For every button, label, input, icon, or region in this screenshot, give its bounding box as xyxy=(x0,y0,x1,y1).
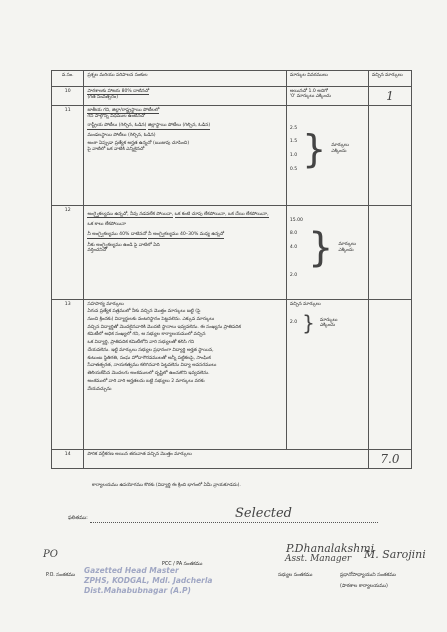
criteria-line: వర్తించనిచో xyxy=(87,248,107,254)
brace-icon: } xyxy=(307,224,334,271)
marks-group xyxy=(290,126,365,173)
marks-group xyxy=(289,311,365,336)
criteria-line: పై వాటిలో ఒక వాటికి ఎన్నికైనచో xyxy=(87,147,145,153)
row-criteria xyxy=(84,450,368,469)
criteria-line: అంశములో వారి వారి అర్హతలను బట్టి సభ్యులు 2 మార్కులు వరకు xyxy=(87,378,205,384)
member-signature-label: సభ్యుల సంతకము xyxy=(278,573,313,578)
criteria-line: కుటుంబ స్థితిగతి, సంఘ హోదాగౌరవములతో అన్నీ పట్టికలపై, సాంఘిక xyxy=(87,355,211,361)
mark-value: 2.0 xyxy=(289,272,298,278)
header-marks-details: మార్కుల వివరములు xyxy=(286,71,368,87)
signature-asst: Asst. Manager xyxy=(285,554,352,564)
marks-values xyxy=(290,320,297,326)
headmaster-office-label: (పాఠశాల కార్యాలయము) xyxy=(340,584,388,589)
table-header-row xyxy=(52,71,412,87)
marks-head: వచ్చిన మార్కులు xyxy=(289,301,321,307)
criteria-line: అంగ్వైకల్యము ఉన్నచో, నీవు నడవలేక పోయినా, xyxy=(87,211,174,217)
result-label: ఫలితము: xyxy=(68,515,88,521)
mark-value: 1.0 xyxy=(289,152,298,158)
row-sno: 10 xyxy=(52,87,84,106)
criteria-line: అంశా ఏప్పుడా ప్రత్యేక అర్హత ఉన్నచో (ఋజువు చూపించి) xyxy=(87,141,190,147)
marks-instruction xyxy=(338,242,356,253)
office-stamp xyxy=(84,566,213,596)
brace-icon: } xyxy=(302,126,327,171)
marks-instruction xyxy=(320,318,338,329)
criteria-line: మండలస్థాయి పోటీలు (గెల్చిన, ఓడిన) xyxy=(87,132,156,138)
mark-value: 8.0 xyxy=(289,231,298,237)
given-value: 1 xyxy=(386,88,394,103)
criteria-line: పొరిక వర్గీకరణ అయిన తరువాత వచ్చిన మొత్తం మార్కులు xyxy=(87,451,192,457)
criteria-line: నీకు అంగ్వైకల్యము ఉండి పై వాటిలో ఏది xyxy=(87,242,160,248)
marks-label: ఎక్కించు xyxy=(338,247,354,253)
criteria-line: నుంచి క్రిందకు) విద్యార్థులకు వంటరిస్థానం పెట్టవలెను. ఎక్కువ మార్కులు xyxy=(87,316,215,322)
mark-value: 4.0 xyxy=(289,244,298,250)
principal-signature-label: P.O. సంతకము xyxy=(46,573,76,578)
header-sno: వ.సం. xyxy=(52,71,84,87)
marks-values xyxy=(290,126,297,173)
row-criteria xyxy=(84,206,286,300)
marks-group xyxy=(290,218,365,279)
criteria-line: వచ్చిన విద్యార్థితో మొదలైనవారికి మొదటి స్థానాలు ఇవ్వవలెను. ఈ సంఖ్యను ప్రాతిపదిక xyxy=(87,324,241,330)
row-sno: 13 xyxy=(52,300,84,450)
criteria-line: (గత సంవత్సరం) xyxy=(87,95,118,101)
criteria-line: జిల్లాస్థాయి పోటీలు (గెల్చిన, ఓడిన) xyxy=(147,122,211,128)
criteria-line: సేవాతత్పరత, నాయకత్వము కలిగినవారి పెట్టవలెను విద్యా అవసరములు xyxy=(87,363,217,369)
stamp-line: Dist.Mahabubnagar (A.P) xyxy=(84,586,191,596)
header-criteria: ప్రశ్నల మరియు పరిపాలన సంకుల xyxy=(84,71,286,87)
office-use-note: కార్యాలయము ఉపయోగము కొరకు (విద్యార్థి ఈ క్రింది భాగంలో ఏమీ వ్రాయకూడదు). xyxy=(92,483,241,488)
header-given-marks: వచ్చిన మార్కులు xyxy=(368,71,411,87)
row-marks xyxy=(286,106,368,206)
criteria-line: నీ అంగ్వైకల్యము 40% దాటినచో xyxy=(87,231,147,237)
row-sno: 11 xyxy=(52,106,84,206)
row-criteria xyxy=(84,106,286,206)
mark-value: 0.5 xyxy=(289,166,298,172)
criteria-line: చేయవలెను. ఇట్టి మార్కులు సభ్యుల ప్రధానంగా విద్యార్థి అర్హత స్థాయిన, xyxy=(87,347,214,353)
row-marks xyxy=(286,300,368,450)
criteria-line: కమిటీలో అధిక సంఖ్యలో గని, ఆ సభ్యుల కార్యాలయములో వచ్చిన xyxy=(87,332,206,338)
criteria-line: ఒక కంటి చూపు లేకపోయినా, ఒక చేయి లేకపోయినా, xyxy=(174,211,269,217)
marks-label: మార్కులు xyxy=(338,242,357,248)
row-criteria xyxy=(84,300,286,450)
row-marks xyxy=(286,87,368,106)
criteria-line: ఒక కాలు లేకపోయినా xyxy=(87,222,126,228)
criteria-line: తెలియజేసిన మొదలగు అంశములలో దృష్టిలో ఉంచుకొని ఇవ్వవలెను. xyxy=(87,371,210,377)
marks-line: '0' మార్కులు ఎక్కించు xyxy=(289,94,331,100)
row-given xyxy=(368,87,411,106)
mark-value: 15.00 xyxy=(289,217,303,223)
row-given xyxy=(368,106,411,206)
headmaster-signature-label: ప్రధానోపాధ్యాయుని సంతకము xyxy=(340,573,396,578)
criteria-line: జాతీయ గని, జిల్లా/రాష్ట్రస్థాయి పోటీలలో xyxy=(87,107,160,113)
mark-value: 2.0 xyxy=(289,320,298,326)
signature-ms: M. Sarojini xyxy=(364,548,426,561)
row-given xyxy=(368,206,411,300)
table-row xyxy=(52,300,412,450)
criteria-line: ఒక విద్యార్థి, ప్రాతిపదిక కమిటీలోని వారి సభ్యులతో కలిసి గని xyxy=(87,340,195,346)
given-total-value: 7.0 xyxy=(380,451,400,466)
table-row xyxy=(52,206,412,300)
result-value: Selected xyxy=(235,506,292,521)
stamp-line: Gazetted Head Master xyxy=(84,566,179,575)
marks-table xyxy=(51,70,412,469)
row-criteria xyxy=(84,87,286,106)
criteria-line: నీ అంగ్వైకల్యము 40–30% మధ్య ఉన్నచో xyxy=(148,231,225,237)
stamp-line: ZPHS, KODGAL, Mdl. Jadcherla xyxy=(84,576,213,586)
criteria-line: గని పాల్గొన్న విధముల ఉంటినచో xyxy=(87,114,146,120)
criteria-line: ఏగువ ప్రత్యేక పత్రములో నీకు వచ్చిన మొత్తం మార్కులు బట్టి (పై xyxy=(87,309,201,315)
brace-icon: } xyxy=(302,311,315,336)
mark-value: 1.5 xyxy=(289,139,298,145)
signature-principal: PO xyxy=(43,549,58,560)
criteria-line: పాఠశాలకు హాజరు 80% దాటినచో xyxy=(87,88,150,94)
table-row xyxy=(52,87,412,106)
row-marks xyxy=(286,206,368,300)
mark-value: 2.5 xyxy=(289,125,298,131)
marks-line: అయినచో 1.0 అదిగో xyxy=(289,88,328,94)
row-sno: 14 xyxy=(52,450,84,469)
table-row xyxy=(52,450,412,469)
row-given xyxy=(368,300,411,450)
result-line xyxy=(90,522,378,523)
marks-label: ఎక్కించు xyxy=(331,148,347,154)
marks-label: ఎక్కించు xyxy=(319,323,336,329)
signature-pd: P.Dhanalakshmi xyxy=(286,542,375,555)
marks-values xyxy=(290,218,303,279)
marks-instruction xyxy=(331,143,349,154)
table-row xyxy=(52,106,412,206)
criteria-line: వేయవచ్చును xyxy=(87,386,112,392)
row-sno: 12 xyxy=(52,206,84,300)
criteria-line: సహపాఠ్య మార్కులు xyxy=(87,301,124,307)
marks-label: మార్కులు xyxy=(319,317,338,323)
marks-label: మార్కులు xyxy=(331,143,349,149)
criteria-line: రాష్ట్రీయ పోటీలు (గెల్చిన, ఓడిన) xyxy=(87,122,147,128)
pcc-signature-label: PCC / PA సంతకము xyxy=(162,562,203,567)
row-given xyxy=(368,450,411,469)
